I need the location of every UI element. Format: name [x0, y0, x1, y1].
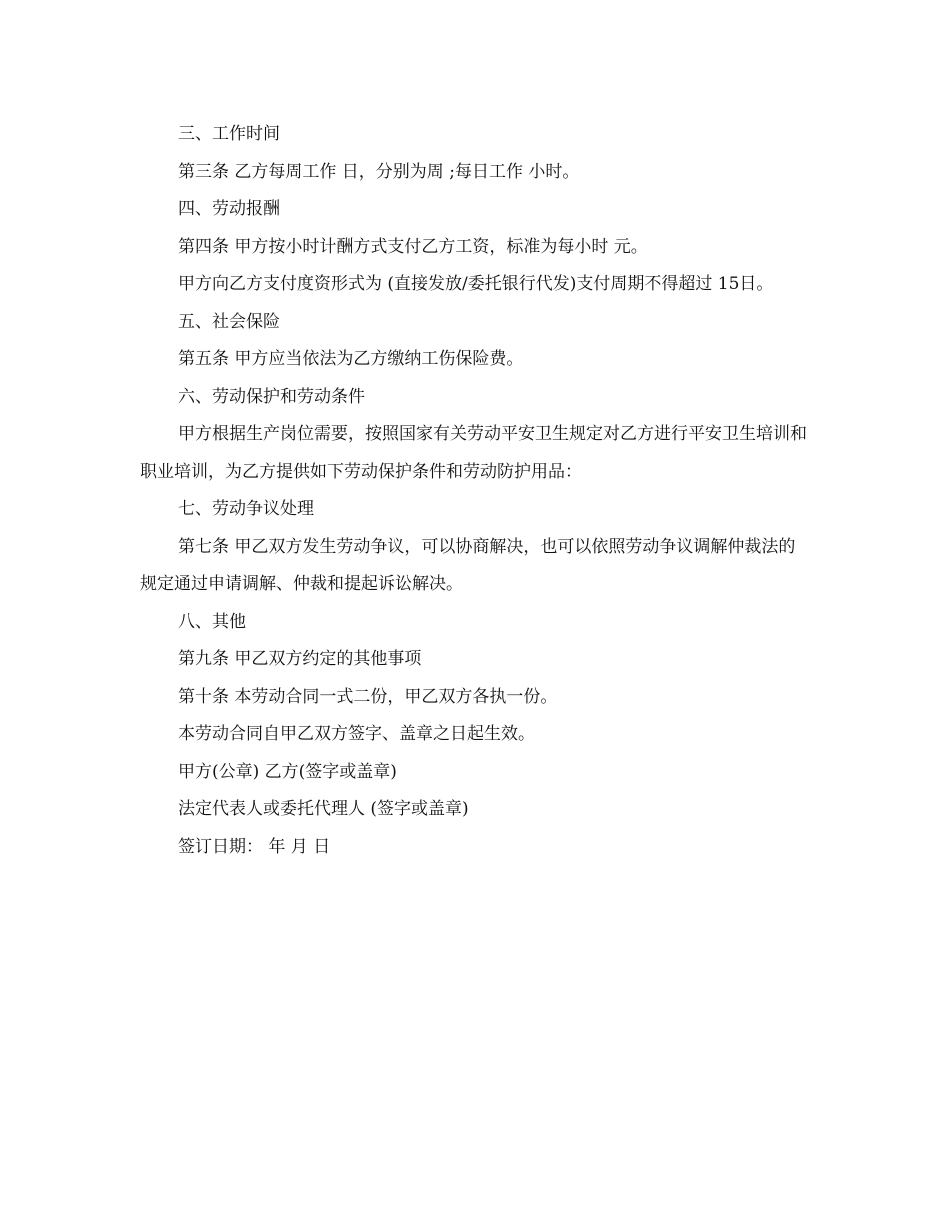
signing-date-line: 签订日期： 年 月 日: [178, 836, 331, 857]
payment-method-text: 甲方向乙方支付度资形式为 (直接发放/委托银行代发)支付周期不得超过 15日。: [178, 274, 774, 294]
section-heading-dispute: 七、劳动争议处理: [178, 499, 314, 519]
article-4-text: 第四条 甲方按小时计酬方式支付乙方工资，标准为每小时 元。: [178, 236, 648, 257]
labor-protection-text: 甲方根据生产岗位需要，按照国家有关劳动平安卫生规定对乙方进行平安卫生培训和职业培训，为乙方提供如下劳动保护条件和劳动防护用品：: [140, 424, 807, 482]
article-9-text: 第九条 甲乙双方约定的其他事项: [178, 649, 422, 669]
signature-parties-line: 甲方(公章) 乙方(签字或盖章): [178, 761, 397, 782]
section-heading-social-insurance: 五、社会保险: [178, 311, 280, 332]
document-body: [140, 116, 812, 866]
article-7-text: 第七条 甲乙双方发生劳动争议，可以协商解决，也可以依照劳动争议调解仲裁法的规定通过申请调解、仲裁和提起诉讼解决。: [140, 536, 796, 594]
article-10-text: 第十条 本劳动合同一式二份，甲乙双方各执一份。: [178, 686, 558, 707]
effective-clause-text: 本劳动合同自甲乙双方签字、盖章之日起生效。: [178, 724, 535, 744]
section-heading-remuneration: 四、劳动报酬: [178, 199, 280, 219]
legal-representative-line: 法定代表人或委托代理人 (签字或盖章): [178, 799, 469, 819]
article-5-text: 第五条 甲方应当依法为乙方缴纳工伤保险费。: [178, 349, 524, 369]
section-heading-other: 八、其他: [178, 611, 246, 632]
article-3-text: 第三条 乙方每周工作 日，分别为周 ;每日工作 小时。: [178, 161, 580, 182]
section-heading-labor-protection: 六、劳动保护和劳动条件: [178, 386, 365, 407]
section-heading-work-time: 三、工作时间: [178, 124, 280, 144]
